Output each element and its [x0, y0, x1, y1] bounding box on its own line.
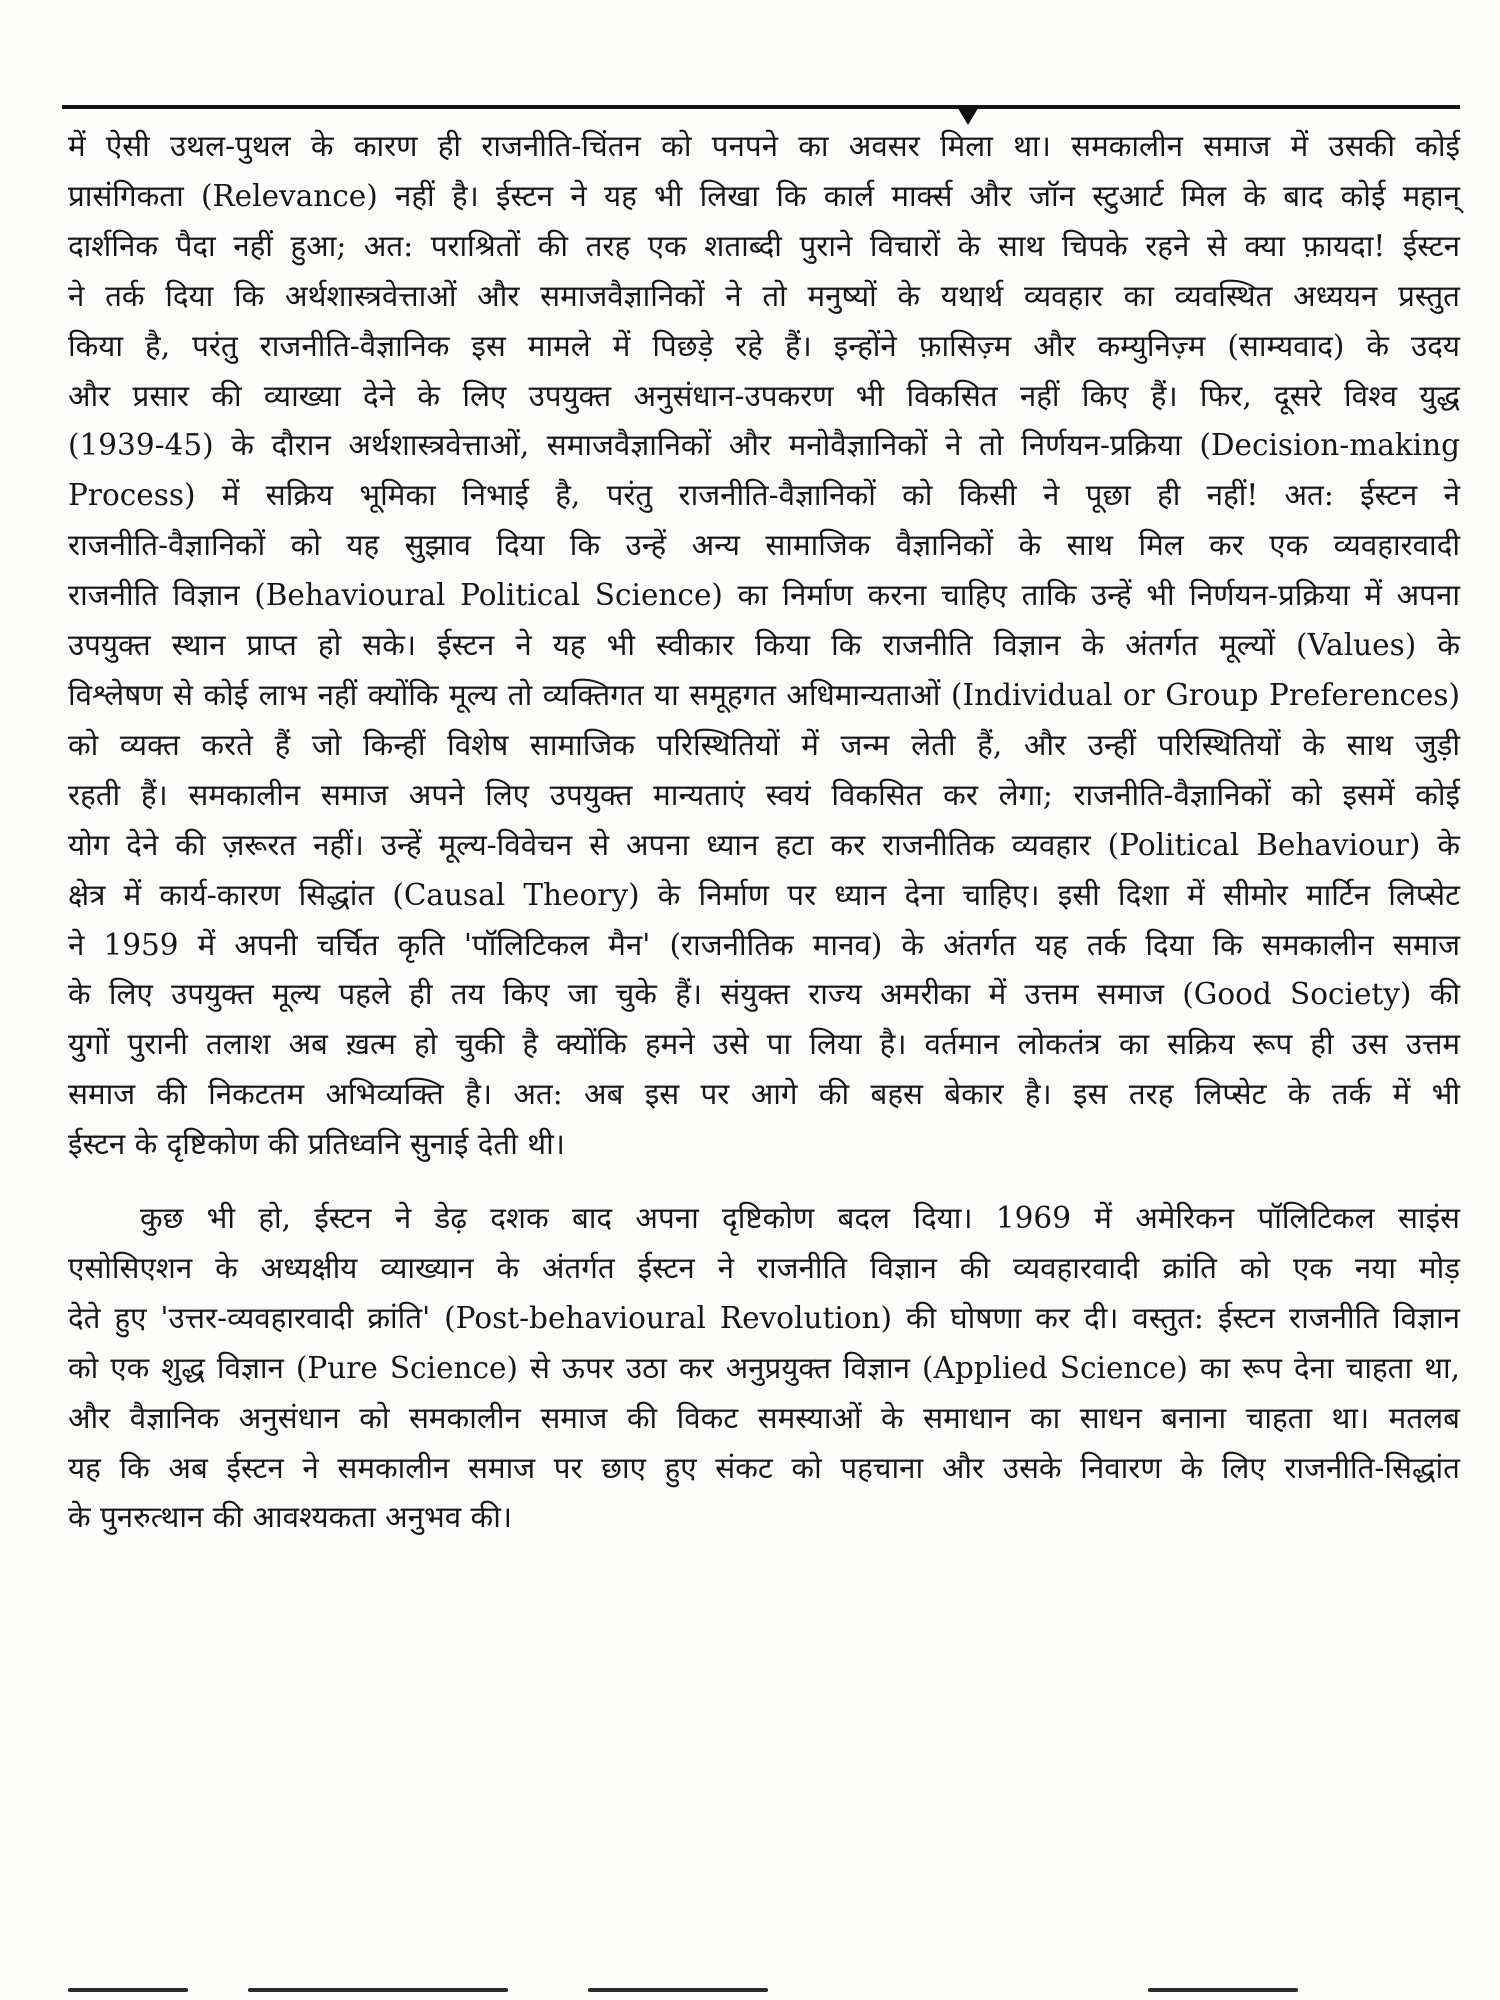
cropped-text-fragment — [1148, 1988, 1298, 1992]
paragraph-line: राजनीति विज्ञान (Behavioural Political Science) का निर्माण करना चाहिए ताकि उन्हें भी निर्णयन-प्रक्रिया में अपना — [68, 578, 1460, 613]
cropped-text-fragment — [68, 1988, 188, 1992]
paragraph-line: क्षेत्र में कार्य-कारण सिद्धांत (Causal Theory) के निर्माण पर ध्यान देना चाहिए। इसी दिशा में सीमोर मार्टिन लिप्सेट — [68, 877, 1460, 912]
paragraph-line: और प्रसार की व्याख्या देने के लिए उपयुक्त अनुसंधान-उपकरण भी विकसित नहीं किए हैं। फिर, दूसरे विश्व युद्ध — [68, 378, 1460, 413]
paragraph-line: के पुनरुत्थान की आवश्यकता अनुभव की। — [68, 1500, 513, 1535]
top-rule — [62, 105, 1460, 109]
cropped-text-fragment — [248, 1988, 508, 1992]
paragraph-line: कुछ भी हो, ईस्टन ने डेढ़ दशक बाद अपना दृष्टिकोण बदल दिया। 1969 में अमेरिकन पॉलिटिकल साइंस — [140, 1201, 1460, 1236]
paragraph-line: विश्लेषण से कोई लाभ नहीं क्योंकि मूल्य तो व्यक्तिगत या समूहगत अधिमान्यताओं (Individual or Group Preferences) — [68, 677, 1460, 712]
paragraph-line: ने तर्क दिया कि अर्थशास्त्रवेत्ताओं और समाजवैज्ञानिकों ने तो मनुष्यों के यथार्थ व्यवहार का व्यवस्थित अध्ययन प्रस्तुत — [68, 278, 1460, 313]
paragraph-line: समाज की निकटतम अभिव्यक्ति है। अत: अब इस पर आगे की बहस बेकार है। इस तरह लिप्सेट के तर्क में भी — [68, 1077, 1460, 1112]
paragraph-line: देते हुए 'उत्तर-व्यवहारवादी क्रांति' (Post-behavioural Revolution) की घोषणा कर दी। वस्तुत: ईस्टन राजनीति विज्ञान — [68, 1300, 1460, 1335]
paragraph-line: और वैज्ञानिक अनुसंधान को समकालीन समाज की विकट समस्याओं के समाधान का साधन बनाना चाहता था। मतलब — [68, 1400, 1460, 1435]
paragraph-line: किया है, परंतु राजनीति-वैज्ञानिक इस मामले में पिछड़े रहे हैं। इन्होंने फ़ासिज़्म और कम्युनिज़्म (साम्यवाद) के उदय — [68, 328, 1460, 363]
text-column — [68, 122, 1460, 1543]
paragraph-line: रहती हैं। समकालीन समाज अपने लिए उपयुक्त मान्यताएं स्वयं विकसित कर लेगा; राजनीति-वैज्ञानिकों को इसमें कोई — [68, 777, 1460, 812]
paragraph-line: के लिए उपयुक्त मूल्य पहले ही तय किए जा चुके हैं। संयुक्त राज्य अमरीका में उत्तम समाज (Good Society) की — [68, 977, 1460, 1012]
paragraph-line: यह कि अब ईस्टन ने समकालीन समाज पर छाए हुए संकट को पहचाना और उसके निवारण के लिए राजनीति-सिद्धांत — [68, 1450, 1460, 1485]
cropped-text-fragment — [588, 1988, 768, 1992]
paragraph-2 — [68, 1194, 1460, 1543]
paragraph-line: Process) में सक्रिय भूमिका निभाई है, परंतु राजनीति-वैज्ञानिकों को किसी ने पूछा ही नहीं! अत: ईस्टन ने — [68, 478, 1460, 513]
paragraph-line: राजनीति-वैज्ञानिकों को यह सुझाव दिया कि उन्हें अन्य सामाजिक वैज्ञानिकों के साथ मिल कर एक व्यवहारवादी — [68, 528, 1460, 563]
paragraph-line: एसोसिएशन के अध्यक्षीय व्याख्यान के अंतर्गत ईस्टन ने राजनीति विज्ञान की व्यवहारवादी क्रांति को एक नया मोड़ — [68, 1250, 1460, 1285]
paragraph-line: योग देने की ज़रूरत नहीं। उन्हें मूल्य-विवेचन से अपना ध्यान हटा कर राजनीतिक व्यवहार (Political Behaviour) के — [68, 827, 1460, 862]
paragraph-line: दार्शनिक पैदा नहीं हुआ; अत: पराश्रितों की तरह एक शताब्दी पुराने विचारों के साथ चिपके रहने से क्या फ़ायदा! ईस्टन — [68, 228, 1460, 263]
paragraph-line: को एक शुद्ध विज्ञान (Pure Science) से ऊपर उठा कर अनुप्रयुक्त विज्ञान (Applied Science) का रूप देना चाहता था, — [68, 1350, 1460, 1385]
paragraph-line: में ऐसी उथल-पुथल के कारण ही राजनीति-चिंतन को पनपने का अवसर मिला था। समकालीन समाज में उसकी कोई — [68, 129, 1460, 163]
paragraph-line: युगों पुरानी तलाश अब ख़त्म हो चुकी है क्योंकि हमने उसे पा लिया है। वर्तमान लोकतंत्र का सक्रिय रूप ही उस उत्तम — [68, 1027, 1460, 1062]
paragraph-line: उपयुक्त स्थान प्राप्त हो सके। ईस्टन ने यह भी स्वीकार किया कि राजनीति विज्ञान के अंतर्गत मूल्यों (Values) के — [68, 628, 1460, 663]
paragraph-line: ने 1959 में अपनी चर्चित कृति 'पॉलिटिकल मैन' (राजनीतिक मानव) के अंतर्गत यह तर्क दिया कि समकालीन समाज — [68, 927, 1460, 962]
paragraph-line: ईस्टन के दृष्टिकोण की प्रतिध्वनि सुनाई देती थी। — [68, 1127, 565, 1162]
cropped-next-line — [68, 1960, 1460, 2000]
paragraph-1 — [68, 122, 1460, 1170]
paragraph-line: को व्यक्त करते हैं जो किन्हीं विशेष सामाजिक परिस्थितियों में जन्म लेती हैं, और उन्हीं परिस्थितियों के साथ जुड़ी — [68, 727, 1460, 762]
paragraph-line: प्रासंगिकता (Relevance) नहीं है। ईस्टन ने यह भी लिखा कि कार्ल मार्क्स और जॉन स्टुआर्ट मिल के बाद कोई महान् — [68, 178, 1460, 213]
paragraph-line: (1939-45) के दौरान अर्थशास्त्रवेत्ताओं, समाजवैज्ञानिकों और मनोवैज्ञानिकों ने तो निर्णयन-प्रक्रिया (Decision-making — [68, 428, 1460, 463]
